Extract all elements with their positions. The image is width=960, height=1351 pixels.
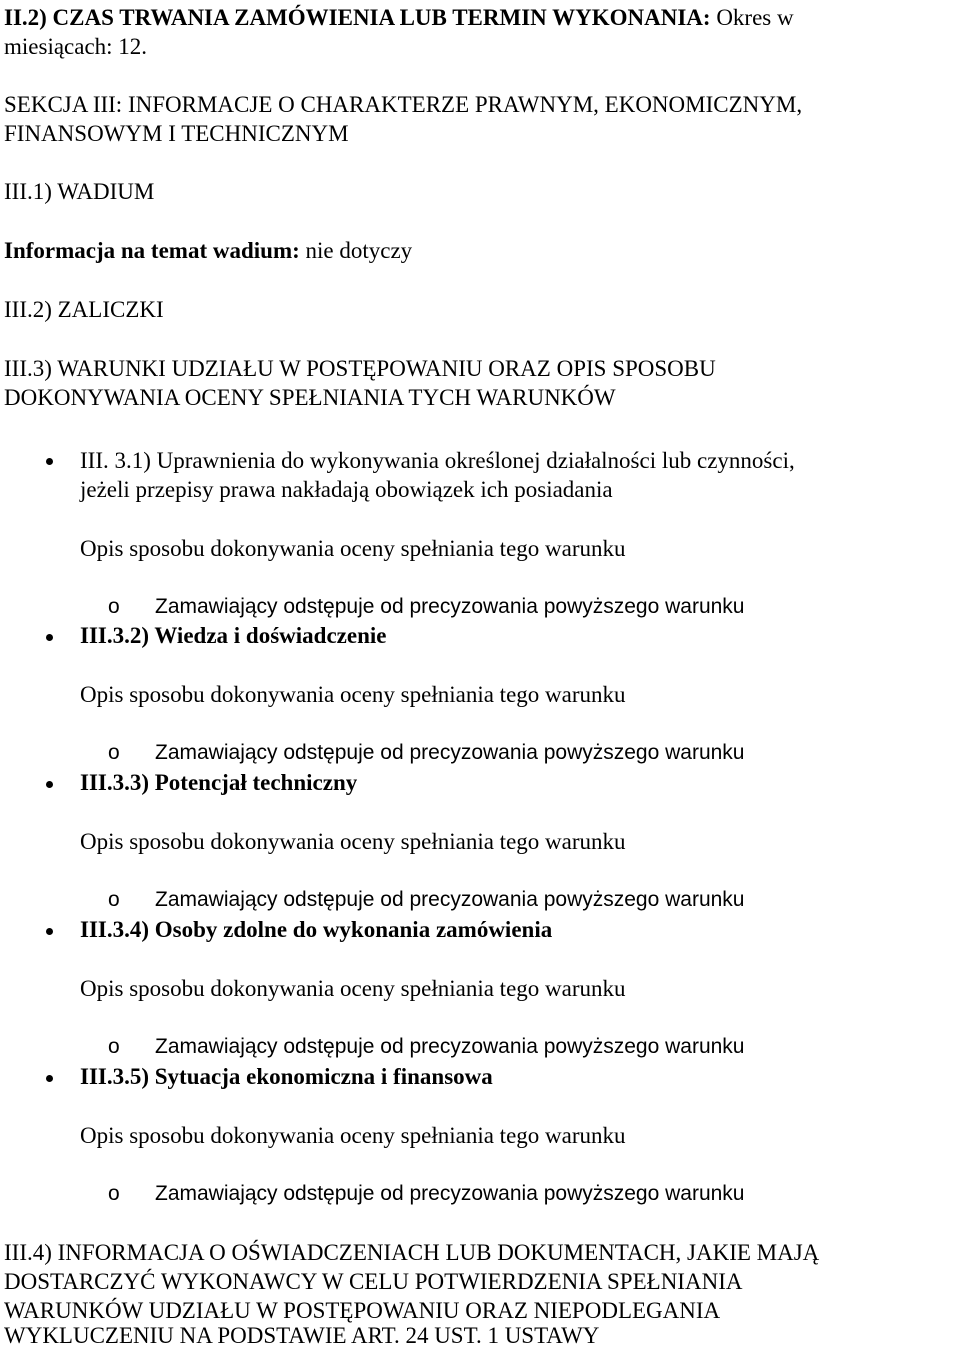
section-3-4-line4: WYKLUCZENIU NA PODSTAWIE ART. 24 UST. 1 USTAWY <box>4 1323 600 1348</box>
bullet-icon <box>46 634 53 641</box>
warunek-1-opis: Opis sposobu dokonywania oceny spełniania tego warunku <box>80 536 626 561</box>
warunek-3-title: III.3.3) Potencjał techniczny <box>80 770 358 795</box>
circle-marker-icon: o <box>108 741 120 764</box>
section-2-2-value-line2: miesiącach: 12. <box>4 34 148 59</box>
warunek-5-title: III.3.5) Sytuacja ekonomiczna i finansowa <box>80 1064 493 1089</box>
section-3-title-line2: FINANSOWYM I TECHNICZNYM <box>4 121 349 146</box>
warunek-2-title: III.3.2) Wiedza i doświadczenie <box>80 623 387 648</box>
warunek-3-opis: Opis sposobu dokonywania oceny spełniania tego warunku <box>80 829 626 854</box>
warunki-heading-line2: DOKONYWANIA OCENY SPEŁNIANIA TYCH WARUNKÓW <box>4 385 616 410</box>
section-3-title-line1: SEKCJA III: INFORMACJE O CHARAKTERZE PRAWNYM, EKONOMICZNYM, <box>4 92 803 117</box>
warunek-1-title-line2: jeżeli przepisy prawa nakładają obowiązek ich posiadania <box>80 477 613 502</box>
circle-marker-icon: o <box>108 1182 120 1205</box>
warunek-5-opis: Opis sposobu dokonywania oceny spełniania tego warunku <box>80 1123 626 1148</box>
bullet-icon <box>46 458 53 465</box>
bullet-icon <box>46 781 53 788</box>
zaliczki-heading: III.2) ZALICZKI <box>4 297 164 322</box>
section-3-4-line1: III.4) INFORMACJA O OŚWIADCZENIACH LUB DOKUMENTACH, JAKIE MAJĄ <box>4 1240 820 1265</box>
bullet-icon <box>46 928 53 935</box>
warunek-4-opis: Opis sposobu dokonywania oceny spełniania tego warunku <box>80 976 626 1001</box>
circle-marker-icon: o <box>108 595 120 618</box>
warunek-2-opis: Opis sposobu dokonywania oceny spełniania tego warunku <box>80 682 626 707</box>
warunek-4-detail: Zamawiający odstępuje od precyzowania powyższego warunku <box>155 1035 745 1058</box>
circle-marker-icon: o <box>108 888 120 911</box>
warunek-1-title-line1: III. 3.1) Uprawnienia do wykonywania określonej działalności lub czynności, <box>80 448 795 473</box>
wadium-heading: III.1) WADIUM <box>4 179 155 204</box>
wadium-value: nie dotyczy <box>299 238 413 263</box>
warunki-heading-line1: III.3) WARUNKI UDZIAŁU W POSTĘPOWANIU ORAZ OPIS SPOSOBU <box>4 356 716 381</box>
warunek-3-detail: Zamawiający odstępuje od precyzowania powyższego warunku <box>155 888 745 911</box>
warunek-4-title: III.3.4) Osoby zdolne do wykonania zamówienia <box>80 917 553 942</box>
section-3-4-line2: DOSTARCZYĆ WYKONAWCY W CELU POTWIERDZENIA SPEŁNIANIA <box>4 1269 743 1294</box>
wadium-line <box>4 237 412 265</box>
warunek-5-detail: Zamawiający odstępuje od precyzowania powyższego warunku <box>155 1182 745 1205</box>
warunek-1-detail: Zamawiający odstępuje od precyzowania powyższego warunku <box>155 595 745 618</box>
section-2-2-heading: II.2) CZAS TRWANIA ZAMÓWIENIA LUB TERMIN WYKONANIA: <box>4 5 711 30</box>
warunek-2-detail: Zamawiający odstępuje od precyzowania powyższego warunku <box>155 741 745 764</box>
section-2-2-value-inline: Okres w <box>710 5 794 30</box>
bullet-icon <box>46 1075 53 1082</box>
circle-marker-icon: o <box>108 1035 120 1058</box>
section-2-2-line1 <box>4 4 794 32</box>
section-3-4-line3: WARUNKÓW UDZIAŁU W POSTĘPOWANIU ORAZ NIEPODLEGANIA <box>4 1298 721 1323</box>
wadium-label: Informacja na temat wadium: <box>4 238 300 263</box>
